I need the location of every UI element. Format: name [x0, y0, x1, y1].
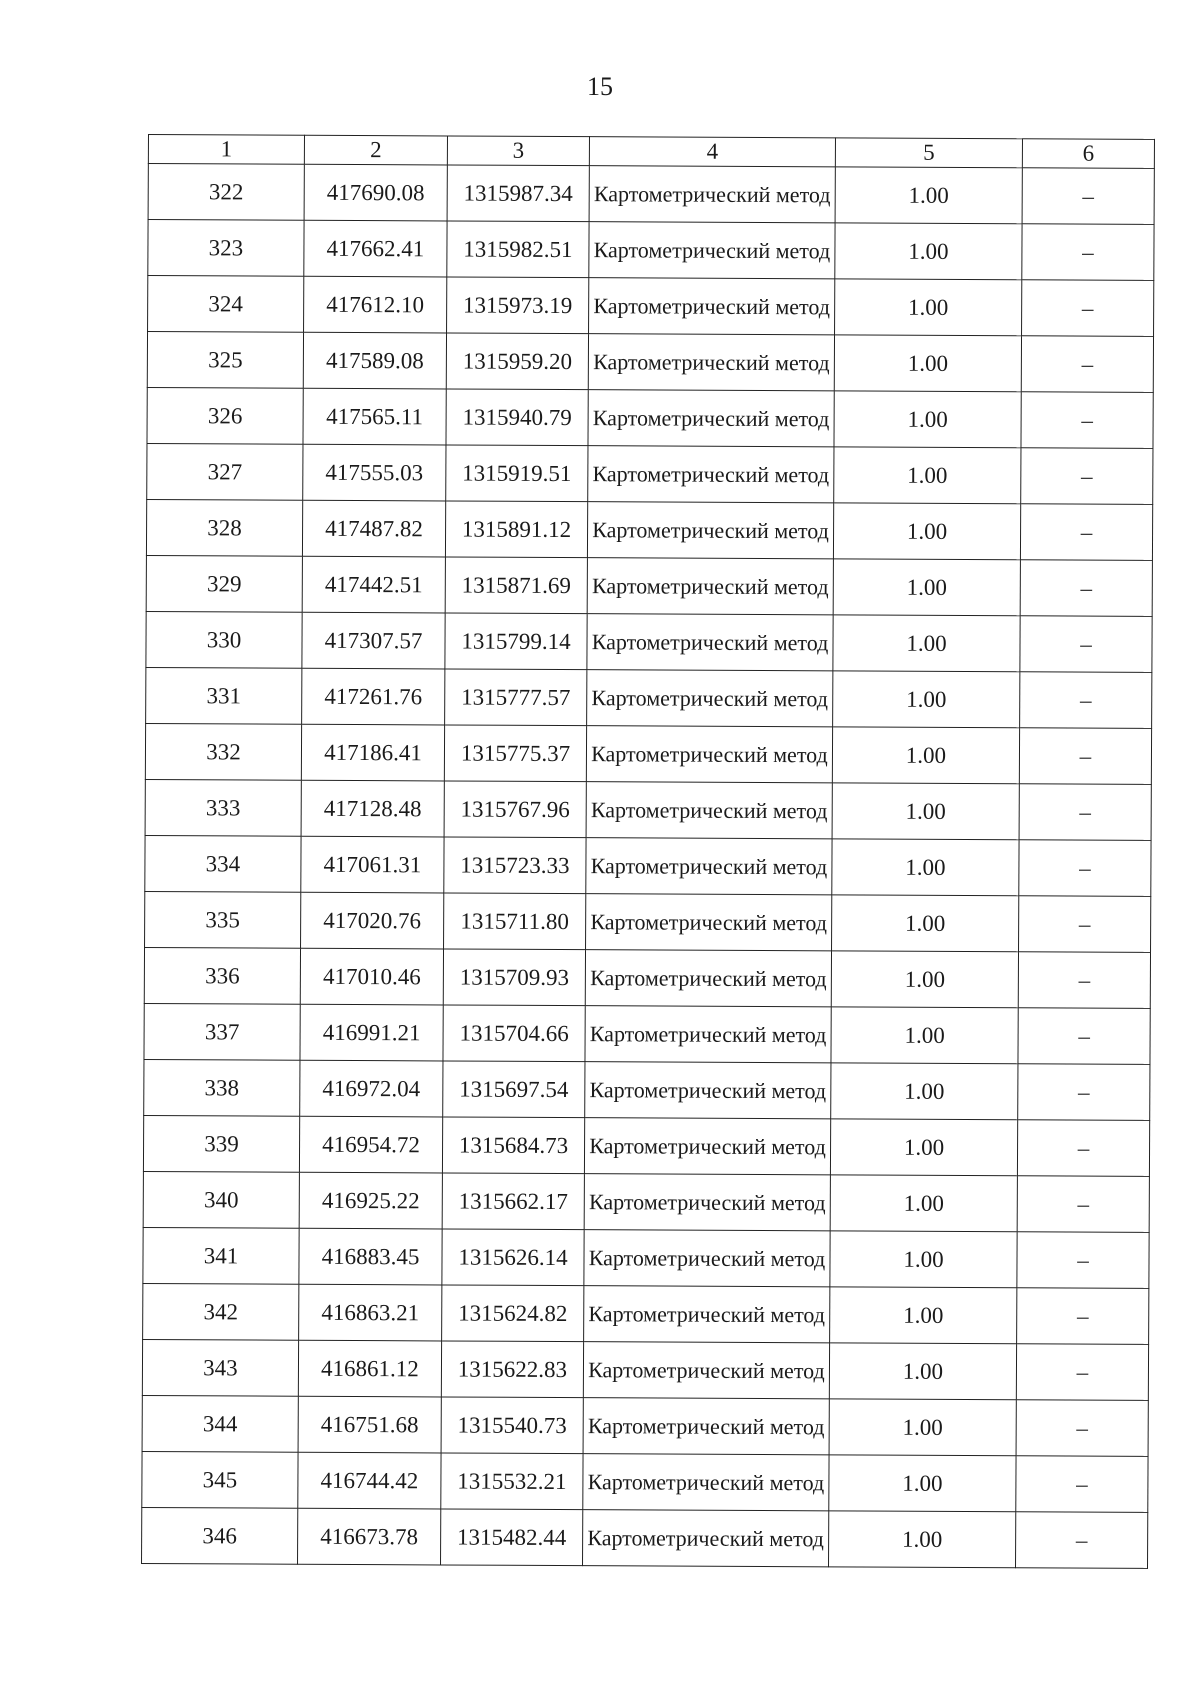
point-number-cell: 334 — [145, 835, 301, 892]
x-coordinate-cell: 417690.08 — [304, 164, 447, 221]
accuracy-cell: 1.00 — [831, 1063, 1018, 1120]
y-coordinate-cell: 1315662.17 — [442, 1173, 584, 1230]
y-coordinate-cell: 1315684.73 — [442, 1117, 584, 1174]
table-row — [145, 835, 1151, 896]
method-cell: Картометрический метод — [583, 1398, 829, 1455]
x-coordinate-cell: 417487.82 — [302, 500, 445, 557]
note-cell: – — [1017, 1176, 1149, 1233]
y-coordinate-cell: 1315777.57 — [445, 669, 587, 726]
note-cell: – — [1017, 1232, 1149, 1289]
y-coordinate-cell: 1315871.69 — [445, 557, 587, 614]
y-coordinate-cell: 1315987.34 — [447, 165, 589, 222]
note-cell: – — [1019, 784, 1151, 841]
note-cell: – — [1021, 336, 1153, 393]
y-coordinate-cell: 1315697.54 — [443, 1061, 585, 1118]
accuracy-cell: 1.00 — [834, 391, 1021, 448]
x-coordinate-cell: 416751.68 — [298, 1396, 441, 1453]
table-row — [144, 1003, 1150, 1064]
y-coordinate-cell: 1315626.14 — [442, 1229, 584, 1286]
method-cell: Картометрический метод — [588, 446, 834, 503]
method-cell: Картометрический метод — [583, 1510, 829, 1567]
method-cell: Картометрический метод — [589, 166, 835, 223]
y-coordinate-cell: 1315919.51 — [446, 445, 588, 502]
accuracy-cell: 1.00 — [830, 1231, 1017, 1288]
note-cell: – — [1019, 840, 1151, 897]
y-coordinate-cell: 1315973.19 — [447, 277, 589, 334]
y-coordinate-cell: 1315540.73 — [441, 1397, 583, 1454]
accuracy-cell: 1.00 — [835, 223, 1022, 280]
accuracy-cell: 1.00 — [830, 1175, 1017, 1232]
coordinates-table — [141, 134, 1155, 1569]
method-cell: Картометрический метод — [589, 278, 835, 335]
y-coordinate-cell: 1315482.44 — [441, 1509, 583, 1566]
point-number-cell: 335 — [145, 891, 301, 948]
x-coordinate-cell: 417589.08 — [303, 332, 446, 389]
table-body — [142, 164, 1155, 1569]
x-coordinate-cell: 416972.04 — [300, 1060, 443, 1117]
point-number-cell: 343 — [142, 1339, 298, 1396]
table-row — [145, 891, 1151, 952]
x-coordinate-cell: 416925.22 — [299, 1172, 442, 1229]
point-number-cell: 326 — [147, 387, 303, 444]
method-cell: Картометрический метод — [586, 838, 832, 895]
table-row — [148, 164, 1154, 225]
point-number-cell: 332 — [145, 723, 301, 780]
column-header-1: 1 — [148, 135, 304, 165]
y-coordinate-cell: 1315940.79 — [446, 389, 588, 446]
table-row — [148, 220, 1154, 281]
page-number: 15 — [587, 72, 613, 101]
table-row — [147, 387, 1153, 448]
column-header-3: 3 — [447, 136, 589, 166]
note-cell: – — [1022, 224, 1154, 281]
table-row — [144, 947, 1150, 1008]
table-row — [143, 1171, 1149, 1232]
accuracy-cell: 1.00 — [833, 615, 1020, 672]
x-coordinate-cell: 417261.76 — [302, 668, 445, 725]
y-coordinate-cell: 1315775.37 — [444, 725, 586, 782]
accuracy-cell: 1.00 — [834, 335, 1021, 392]
x-coordinate-cell: 416883.45 — [299, 1228, 442, 1285]
table-row — [142, 1395, 1148, 1456]
y-coordinate-cell: 1315767.96 — [444, 781, 586, 838]
note-cell: – — [1020, 504, 1152, 561]
point-number-cell: 345 — [142, 1451, 298, 1508]
point-number-cell: 338 — [144, 1059, 300, 1116]
note-cell: – — [1018, 1064, 1150, 1121]
method-cell: Картометрический метод — [584, 1174, 830, 1231]
note-cell: – — [1018, 952, 1150, 1009]
y-coordinate-cell: 1315711.80 — [444, 893, 586, 950]
x-coordinate-cell: 417565.11 — [303, 388, 446, 445]
table-row — [146, 611, 1152, 672]
accuracy-cell: 1.00 — [834, 447, 1021, 504]
method-cell: Картометрический метод — [586, 894, 832, 951]
method-cell: Картометрический метод — [585, 1062, 831, 1119]
y-coordinate-cell: 1315891.12 — [445, 501, 587, 558]
column-header-2: 2 — [304, 135, 447, 165]
table-row — [146, 555, 1152, 616]
x-coordinate-cell: 417307.57 — [302, 612, 445, 669]
note-cell: – — [1022, 280, 1154, 337]
note-cell: – — [1016, 1456, 1148, 1513]
column-header-4: 4 — [589, 137, 835, 167]
x-coordinate-cell: 417612.10 — [304, 276, 447, 333]
y-coordinate-cell: 1315622.83 — [441, 1341, 583, 1398]
point-number-cell: 327 — [147, 443, 303, 500]
note-cell: – — [1016, 1512, 1148, 1569]
method-cell: Картометрический метод — [588, 390, 834, 447]
table-row — [147, 443, 1153, 504]
table-row — [143, 1227, 1149, 1288]
accuracy-cell: 1.00 — [832, 895, 1019, 952]
method-cell: Картометрический метод — [583, 1454, 829, 1511]
note-cell: – — [1018, 1008, 1150, 1065]
point-number-cell: 328 — [146, 499, 302, 556]
table-row — [148, 276, 1154, 337]
x-coordinate-cell: 417061.31 — [301, 836, 444, 893]
point-number-cell: 346 — [142, 1507, 298, 1564]
accuracy-cell: 1.00 — [830, 1287, 1017, 1344]
accuracy-cell: 1.00 — [833, 671, 1020, 728]
x-coordinate-cell: 416673.78 — [298, 1508, 441, 1565]
accuracy-cell: 1.00 — [832, 783, 1019, 840]
y-coordinate-cell: 1315709.93 — [443, 949, 585, 1006]
method-cell: Картометрический метод — [587, 502, 833, 559]
accuracy-cell: 1.00 — [831, 951, 1018, 1008]
method-cell: Картометрический метод — [587, 558, 833, 615]
table-row — [142, 1507, 1148, 1568]
column-header-5: 5 — [835, 138, 1022, 168]
method-cell: Картометрический метод — [586, 782, 832, 839]
x-coordinate-cell: 416861.12 — [298, 1340, 441, 1397]
point-number-cell: 341 — [143, 1227, 299, 1284]
point-number-cell: 323 — [148, 220, 304, 277]
y-coordinate-cell: 1315704.66 — [443, 1005, 585, 1062]
x-coordinate-cell: 416863.21 — [299, 1284, 442, 1341]
point-number-cell: 329 — [146, 555, 302, 612]
table-row — [147, 332, 1153, 393]
point-number-cell: 340 — [143, 1171, 299, 1228]
column-header-6: 6 — [1022, 139, 1154, 169]
method-cell: Картометрический метод — [584, 1286, 830, 1343]
method-cell: Картометрический метод — [584, 1118, 830, 1175]
table-row — [146, 499, 1152, 560]
accuracy-cell: 1.00 — [833, 559, 1020, 616]
method-cell: Картометрический метод — [589, 222, 835, 279]
table-row — [145, 723, 1151, 784]
note-cell: – — [1019, 728, 1151, 785]
accuracy-cell: 1.00 — [830, 1119, 1017, 1176]
note-cell: – — [1020, 616, 1152, 673]
method-cell: Картометрический метод — [583, 1342, 829, 1399]
x-coordinate-cell: 416991.21 — [300, 1004, 443, 1061]
accuracy-cell: 1.00 — [832, 839, 1019, 896]
point-number-cell: 325 — [147, 332, 303, 389]
table-row — [143, 1283, 1149, 1344]
accuracy-cell: 1.00 — [832, 727, 1019, 784]
accuracy-cell: 1.00 — [835, 167, 1022, 224]
note-cell: – — [1017, 1120, 1149, 1177]
method-cell: Картометрический метод — [585, 1006, 831, 1063]
point-number-cell: 337 — [144, 1003, 300, 1060]
note-cell: – — [1016, 1344, 1148, 1401]
note-cell: – — [1016, 1400, 1148, 1457]
x-coordinate-cell: 417010.46 — [300, 948, 443, 1005]
note-cell: – — [1021, 448, 1153, 505]
point-number-cell: 333 — [145, 779, 301, 836]
table-row — [142, 1451, 1148, 1512]
point-number-cell: 339 — [143, 1115, 299, 1172]
note-cell: – — [1021, 392, 1153, 449]
y-coordinate-cell: 1315959.20 — [446, 333, 588, 390]
x-coordinate-cell: 417020.76 — [301, 892, 444, 949]
table-row — [144, 1059, 1150, 1120]
y-coordinate-cell: 1315532.21 — [441, 1453, 583, 1510]
y-coordinate-cell: 1315982.51 — [447, 221, 589, 278]
x-coordinate-cell: 416954.72 — [299, 1116, 442, 1173]
table-row — [142, 1339, 1148, 1400]
point-number-cell: 336 — [144, 947, 300, 1004]
accuracy-cell: 1.00 — [829, 1511, 1016, 1568]
x-coordinate-cell: 416744.42 — [298, 1452, 441, 1509]
x-coordinate-cell: 417555.03 — [303, 444, 446, 501]
note-cell: – — [1019, 896, 1151, 953]
table-row — [143, 1115, 1149, 1176]
note-cell: – — [1022, 168, 1154, 225]
method-cell: Картометрический метод — [584, 1230, 830, 1287]
y-coordinate-cell: 1315723.33 — [444, 837, 586, 894]
table-row — [146, 667, 1152, 728]
x-coordinate-cell: 417128.48 — [301, 780, 444, 837]
note-cell: – — [1020, 560, 1152, 617]
note-cell: – — [1017, 1288, 1149, 1345]
method-cell: Картометрический метод — [588, 334, 834, 391]
accuracy-cell: 1.00 — [833, 503, 1020, 560]
point-number-cell: 344 — [142, 1395, 298, 1452]
note-cell: – — [1020, 672, 1152, 729]
method-cell: Картометрический метод — [587, 614, 833, 671]
accuracy-cell: 1.00 — [829, 1399, 1016, 1456]
accuracy-cell: 1.00 — [835, 279, 1022, 336]
accuracy-cell: 1.00 — [829, 1343, 1016, 1400]
point-number-cell: 331 — [146, 667, 302, 724]
x-coordinate-cell: 417442.51 — [302, 556, 445, 613]
accuracy-cell: 1.00 — [829, 1455, 1016, 1512]
point-number-cell: 342 — [143, 1283, 299, 1340]
point-number-cell: 330 — [146, 611, 302, 668]
y-coordinate-cell: 1315624.82 — [442, 1285, 584, 1342]
y-coordinate-cell: 1315799.14 — [445, 613, 587, 670]
x-coordinate-cell: 417186.41 — [301, 724, 444, 781]
x-coordinate-cell: 417662.41 — [304, 220, 447, 277]
method-cell: Картометрический метод — [586, 726, 832, 783]
point-number-cell: 324 — [148, 276, 304, 333]
point-number-cell: 322 — [148, 164, 304, 221]
method-cell: Картометрический метод — [585, 950, 831, 1007]
method-cell: Картометрический метод — [587, 670, 833, 727]
accuracy-cell: 1.00 — [831, 1007, 1018, 1064]
table-row — [145, 779, 1151, 840]
